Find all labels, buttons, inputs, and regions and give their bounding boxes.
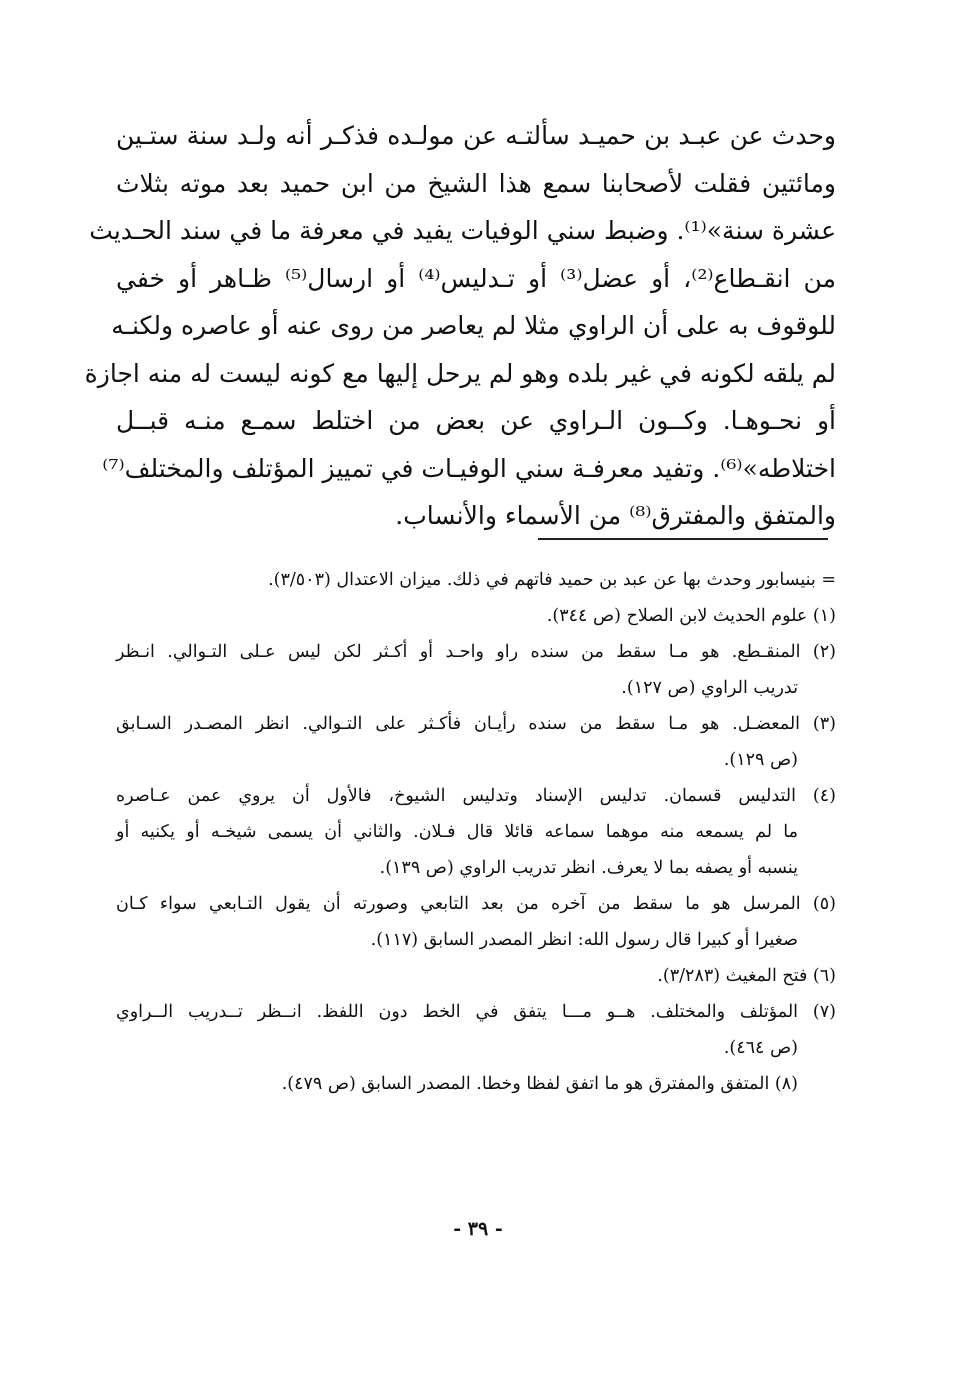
- footnote-line: (٥) المرسل هو ما سقط من آخره من بعد التابعي وصورته أن يقول التـابعي سواء كـان: [116, 894, 836, 914]
- main-text-line: عشرة سنة»⁽¹⁾. وضبط سني الوفيات يفيد في معرفة ما في سند الحـديث: [89, 216, 836, 245]
- footnote-line: (٨) المتفق والمفترق هو ما اتفق لفظا وخطا. المصدر السابق (ص ٤٧٩).: [281, 1074, 798, 1094]
- footnote-divider: [538, 538, 828, 540]
- footnote-line: (٦) فتح المغيث (٣/٢٨٣).: [657, 966, 836, 986]
- main-text-line: أو نحـوهـا. وكــون الـراوي عن بعض من اختلط سمـع منـه قبــل: [116, 406, 836, 435]
- footnote-line: (ص ٤٦٤).: [723, 1038, 798, 1058]
- footnote-line: (٤) التدليس قسمان. تدليس الإسناد وتدليس الشيوخ، فالأول أن يروي عمن عـاصره: [116, 786, 836, 806]
- footnote-line: تدريب الراوي (ص ١٢٧).: [621, 678, 798, 698]
- main-text-line: والمتفق والمفترق⁽⁸⁾ من الأسماء والأنساب.: [395, 501, 836, 530]
- footnotes-block: [116, 562, 836, 1102]
- main-text-line: ومائتين فقلت لأصحابنا سمع هذا الشيخ من ابن حميد بعد موته بثلاث: [116, 168, 836, 198]
- footnote-line: (ص ١٢٩).: [723, 750, 798, 770]
- footnote-line: صغيرا أو كبيرا قال رسول الله: انظر المصدر السابق (١١٧).: [370, 930, 798, 950]
- footnote-line: (٧) المؤتلف والمختلف. هــو مـــا يتفق في الخط دون اللفظ. انــظر تــدريب الــراوي: [116, 1002, 836, 1022]
- main-text-line: من انقـطاع⁽²⁾، أو عضل⁽³⁾ أو تـدليس⁽⁴⁾ أو ارسال⁽⁵⁾ ظـاهر أو خفي: [116, 263, 836, 293]
- footnote-line: (٢) المنقـطع. هو مـا سقط من سنده راو واحـد أو أكـثر لكن ليس عـلى التـوالي. انـظر: [116, 642, 836, 662]
- main-text-line: وحدث عن عبـد بن حميـد سألتـه عن مولـده فذكـر أنه ولـد سنة ستـين: [116, 121, 836, 150]
- main-text-line: لم يلقه لكونه في غير بلده وهو لم يرحل إليها مع كونه ليست له منه اجازة: [84, 358, 836, 388]
- footnote-line: ما لم يسمعه منه موهما سماعه قائلا قال فـلان. والثاني أن يسمى شيخـه أو يكنيه أو: [116, 822, 798, 842]
- main-text-block: [84, 112, 836, 540]
- footnote-line: (٣) المعضـل. هو مـا سقط من سنده رأيـان فأكـثر على التـوالي. انظر المصـدر السـابق: [116, 714, 836, 734]
- footnote-line: (١) علوم الحديث لابن الصلاح (ص ٣٤٤).: [546, 606, 836, 626]
- footnote-line: = بنيسابور وحدث بها عن عبد بن حميد فاتهم في ذلك. ميزان الاعتدال (٣/٥٠٣).: [268, 570, 836, 590]
- footnote-line: ينسبه أو يصفه بما لا يعرف. انظر تدريب الراوي (ص ١٣٩).: [379, 858, 798, 878]
- main-text-line: اختلاطه»⁽⁶⁾. وتفيد معرفـة سني الوفيـات في تمييز المؤتلف والمختلف⁽⁷⁾: [102, 453, 836, 483]
- page-number: - ٣٩ -: [453, 1218, 503, 1240]
- main-text-line: للوقوف به على أن الراوي مثلا لم يعاصر من روى عنه أو عاصره ولكنـه: [111, 311, 836, 340]
